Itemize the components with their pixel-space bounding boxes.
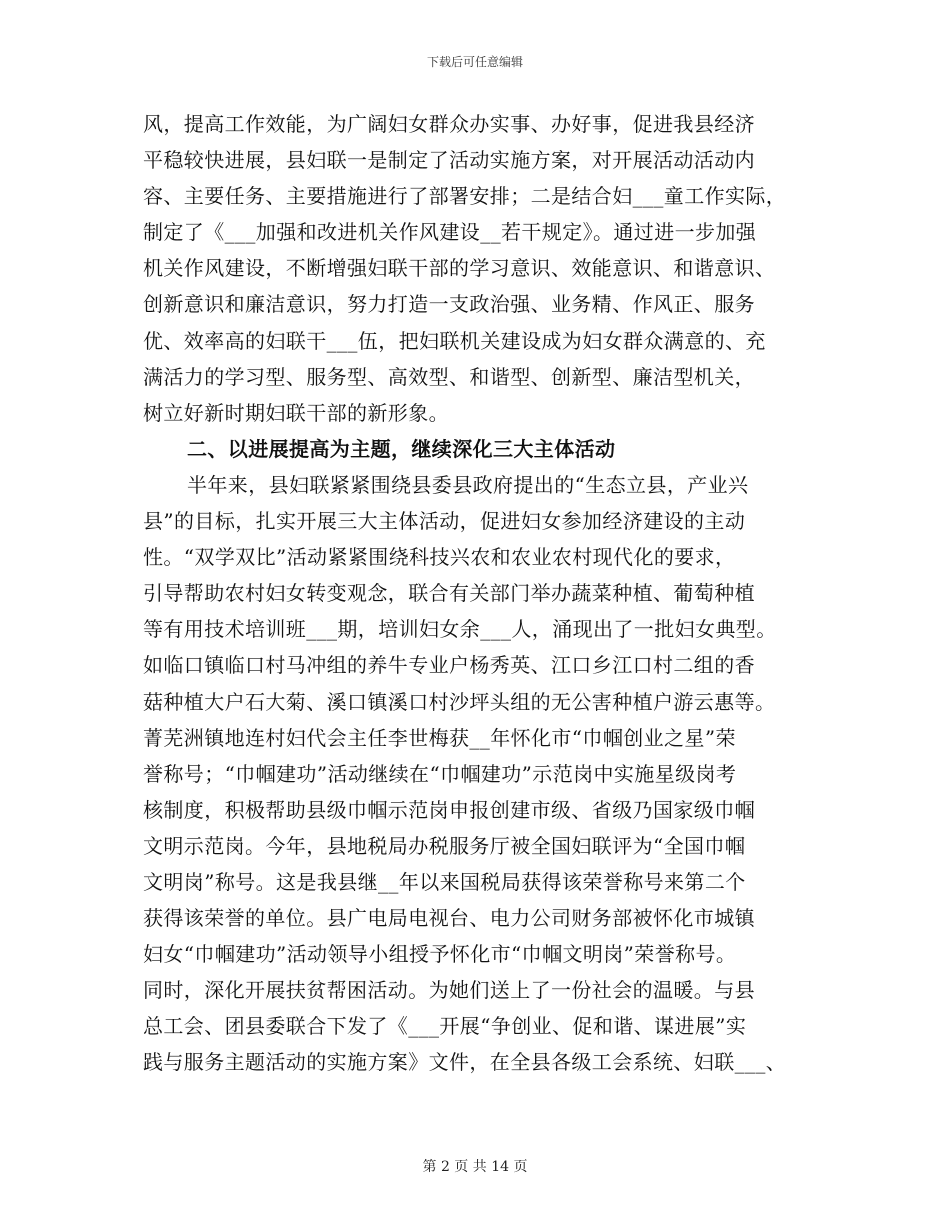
text-line: 性。“双学双比”活动紧紧围绕科技兴农和农业农村现代化的要求， [143,545,736,570]
text-line: 文明示范岗。今年，县地税局办税服务厅被全国妇联评为“全国巾帼 [143,833,746,858]
text-line: 制定了《___加强和改进机关作风建设__若干规定》。通过进一步加强 [143,220,757,245]
section-heading: 二、以进展提高为主题，继续深化三大主体活动 [187,436,616,461]
text-line: 核制度，积极帮助县级巾帼示范岗申报创建市级、省级乃国家级巾帼 [143,797,755,822]
text-line: 总工会、团县委联合下发了《___开展“争创业、促和谐、谋进展”实 [143,1014,747,1039]
text-line: 满活力的学习型、服务型、高效型、和谐型、创新型、廉洁型机关， [143,364,755,389]
paragraph-first-line: 半年来，县妇联紧紧围绕县委县政府提出的“生态立县，产业兴 [187,472,749,497]
text-line: 风，提高工作效能，为广阔妇女群众办实事、办好事，促进我县经济 [143,112,755,136]
text-line: 容、主要任务、主要措施进行了部署安排；二是结合妇___童工作实际， [143,184,787,209]
text-line: 菇种植大户石大菊、溪口镇溪口村沙坪头组的无公害种植户游云惠等。 [143,689,776,714]
text-line: 等有用技术培训班___期，培训妇女余___人，涌现出了一批妇女典型。 [143,617,777,642]
text-line: 践与服务主题活动的实施方案》文件，在全县各级工会系统、妇联___、 [143,1050,787,1075]
text-line: 文明岗”称号。这是我县继__年以来国税局获得该荣誉称号来第二个 [143,869,746,894]
text-line: 平稳较快进展，县妇联一是制定了活动实施方案，对开展活动活动内 [143,148,755,173]
text-line: 菁芜洲镇地连村妇代会主任李世梅获__年怀化市“巾帼创业之星”荣 [143,725,736,750]
text-line: 妇女“巾帼建功”活动领导小组授予怀化市“巾帼文明岗”荣誉称号。 [143,942,737,967]
text-line: 机关作风建设，不断增强妇联干部的学习意识、效能意识、和谐意识、 [143,256,776,281]
page-header-note: 下载后可任意编辑 [426,55,523,69]
text-line: 引导帮助农村妇女转变观念，联合有关部门举办蔬菜种植、葡萄种植 [143,581,755,606]
text-line: 同时，深化开展扶贫帮困活动。为她们送上了一份社会的温暖。与县 [143,978,755,1003]
text-line: 获得该荣誉的单位。县广电局电视台、电力公司财务部被怀化市城镇 [143,906,755,931]
text-line: 誉称号；“巾帼建功”活动继续在“巾帼建功”示范岗中实施星级岗考 [143,761,737,786]
text-line: 优、效率高的妇联干___伍，把妇联机关建设成为妇女群众满意的、充 [143,328,766,353]
page-number: 第 2 页 共 14 页 [422,1159,528,1175]
text-line: 创新意识和廉洁意识，努力打造一支政治强、业务精、作风正、服务 [143,292,755,317]
document-body [143,106,823,1081]
text-line: 树立好新时期妇联干部的新形象。 [143,400,449,425]
text-line: 县”的目标，扎实开展三大主体活动，促进妇女参加经济建设的主动 [143,509,746,534]
text-line: 如临口镇临口村马冲组的养牛专业户杨秀英、江口乡江口村二组的香 [143,653,755,678]
